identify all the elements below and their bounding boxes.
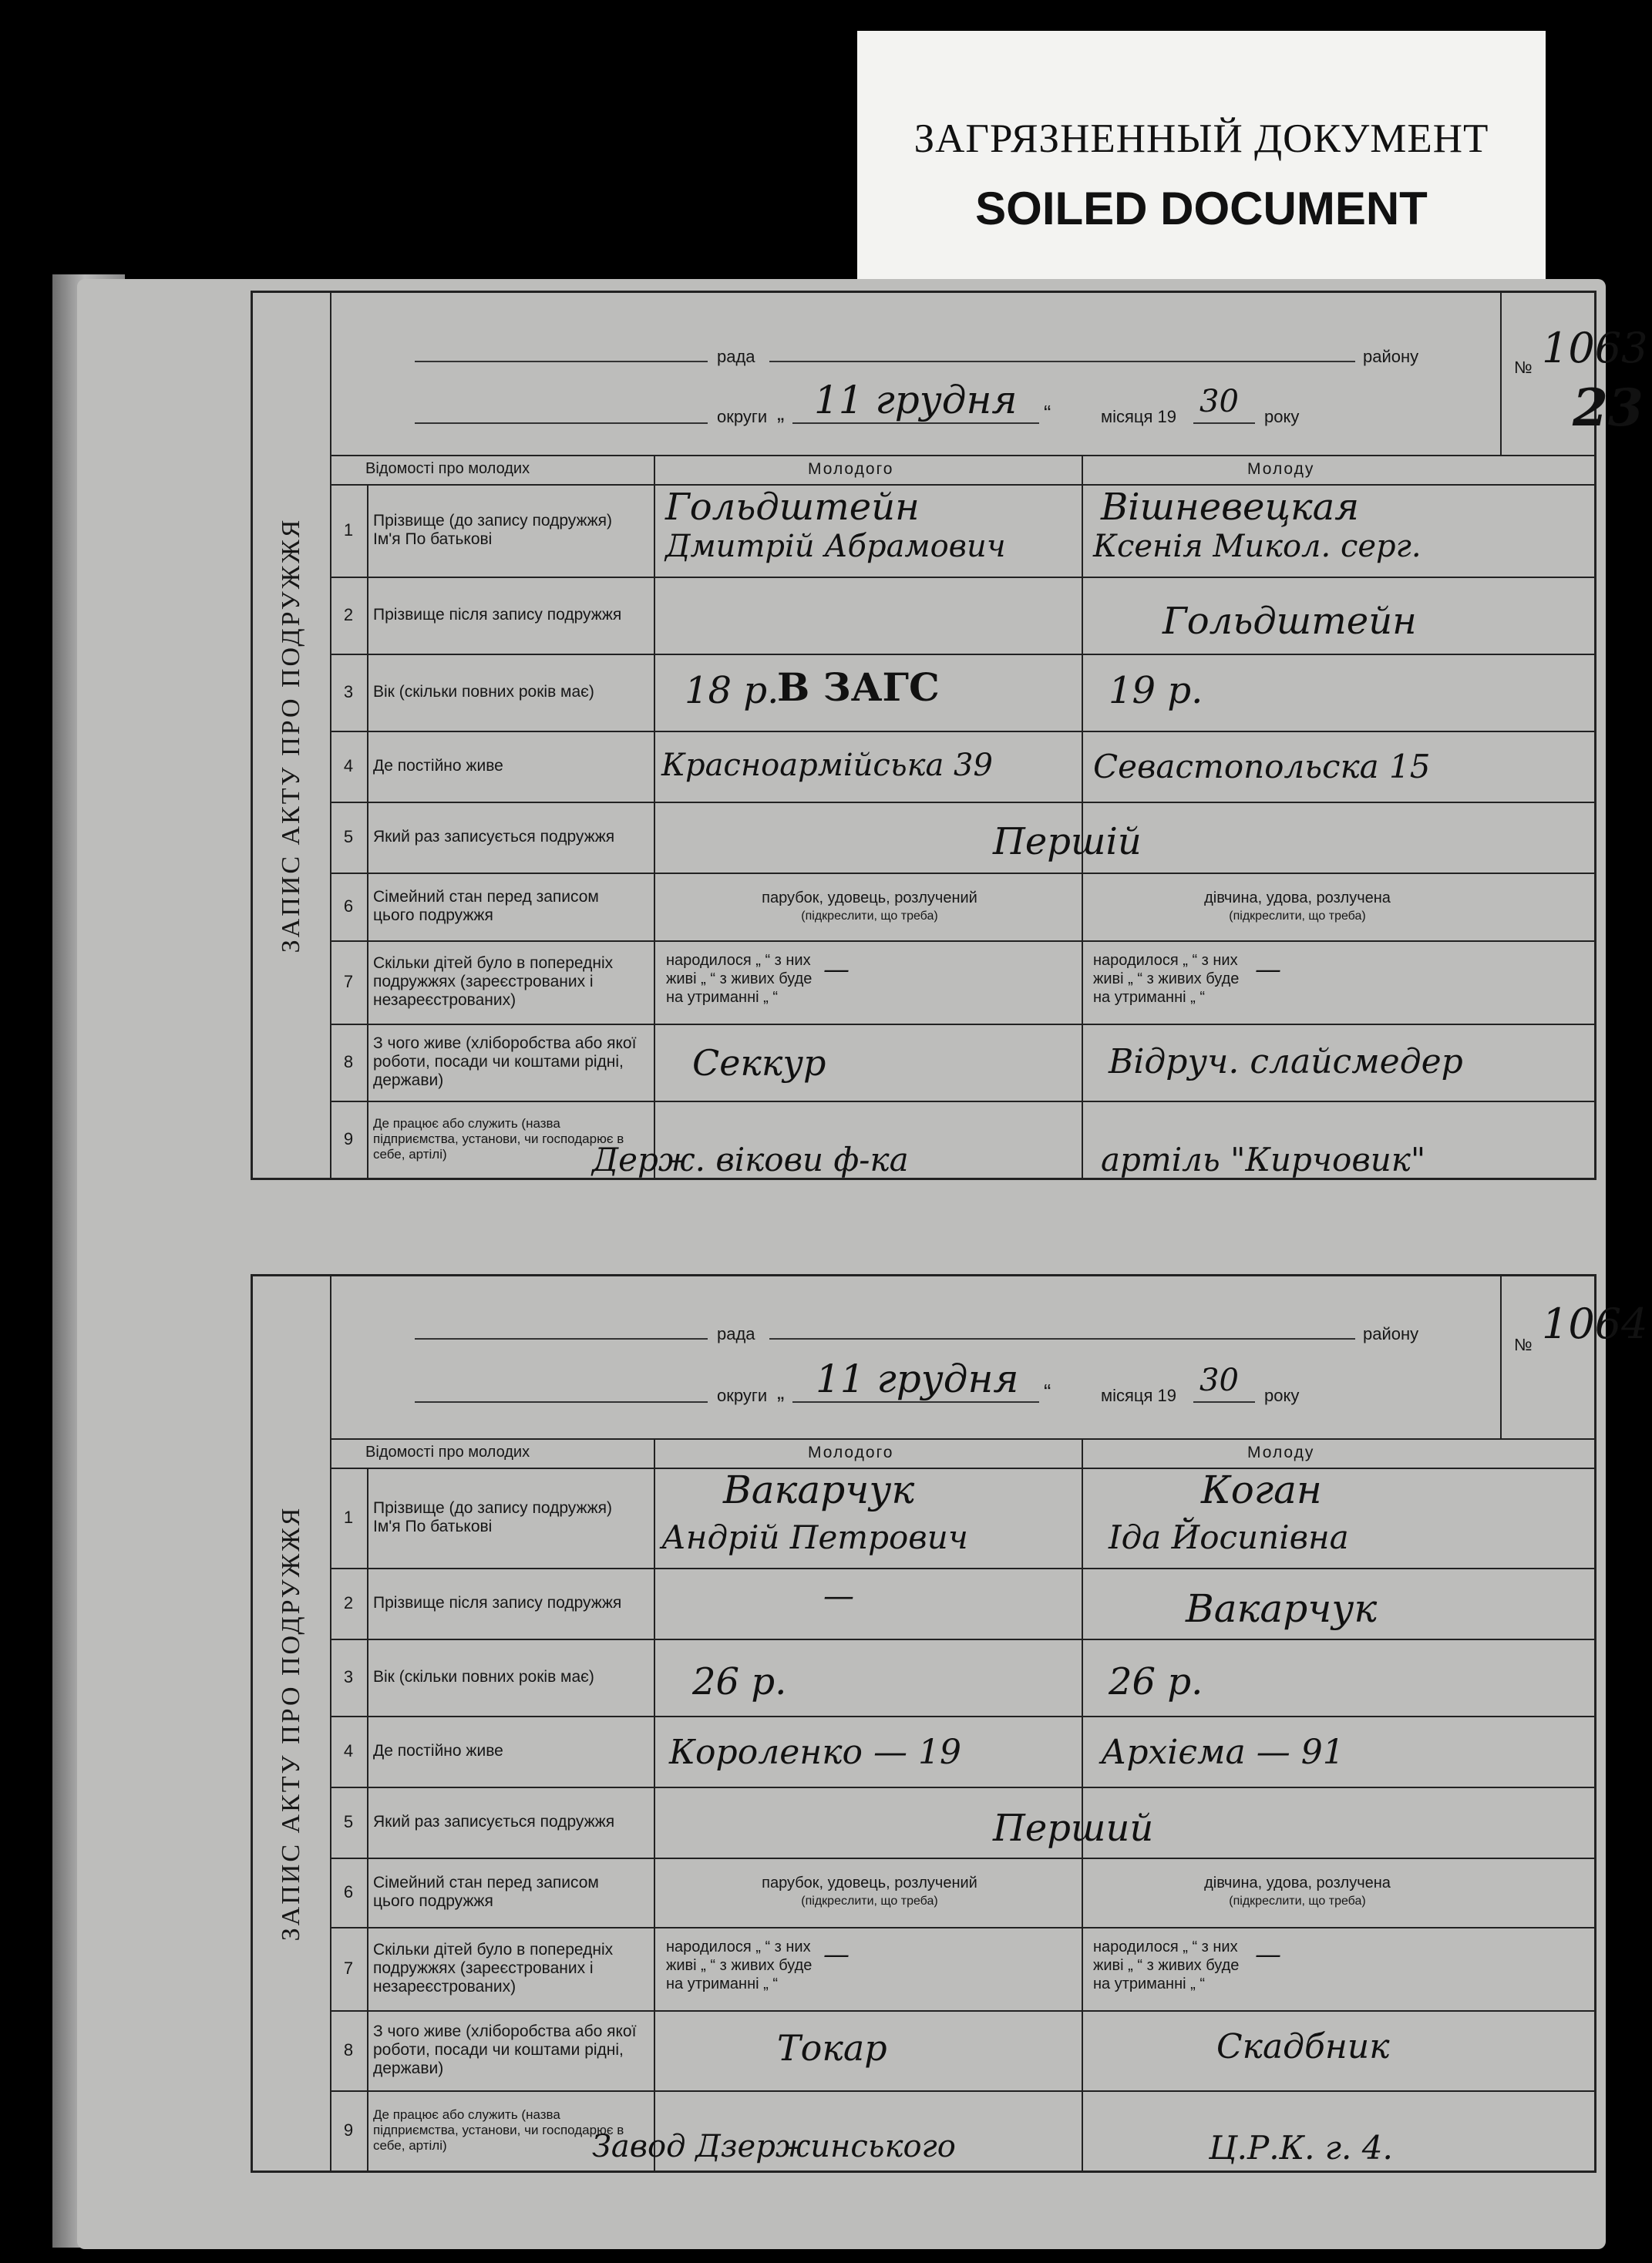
- bride-residence: Севастопольска 15: [1093, 748, 1431, 785]
- record-2-date: 11 грудня: [816, 1357, 1019, 1401]
- bride-surname-after: Гольдштейн: [1162, 600, 1417, 643]
- record-1-date: 11 грудня: [814, 378, 1018, 422]
- row-residence: 4 Де постійно живе Короленко — 19 Архієма — 91: [330, 1716, 1594, 1788]
- row-times-married: 5 Який раз записується подружжя Перший: [330, 1787, 1594, 1859]
- bride-surname: Вішневецкая: [1101, 486, 1360, 529]
- row-name: 1 Прізвище (до запису подружжя) Ім'я По батькові Гольдштейн Дмитрій Абрамович Вішневецкая Ксенія Микол. серг.: [330, 484, 1594, 578]
- bride-occupation: Скадбник: [1216, 2027, 1390, 2066]
- zags-stamp: В ЗАГС: [777, 664, 940, 710]
- label-russian: ЗАГРЯЗНЕННЫЙ ДОКУМЕНТ: [913, 116, 1489, 161]
- groom-age: 18 р.: [685, 669, 779, 712]
- groom-occupation: Секкур: [692, 1042, 826, 1084]
- row-surname-after: 2 Прізвище після запису подружжя Гольдштейн: [330, 577, 1594, 655]
- record-header: рада району округи „ 11 грудня “ місяця 19 30 року № 1063 23: [330, 293, 1594, 456]
- times-married: Перший: [993, 1807, 1154, 1850]
- bride-workplace: Ц.Р.К. г. 4.: [1209, 2129, 1393, 2167]
- bride-workplace: артіль "Кирчовик": [1101, 1141, 1426, 1179]
- column-header-row: Відомості про молодих Молодого Молоду: [330, 455, 1594, 486]
- record-2-year: 30: [1199, 1363, 1239, 1398]
- row-occupation: 8 З чого живе (хліборобства або якої роботи, посади чи коштами рідні, держави) Секкур Відруч. слайсмедер: [330, 1024, 1594, 1102]
- bride-residence: Архієма — 91: [1101, 1733, 1344, 1772]
- soiled-document-label: [857, 31, 1546, 282]
- record-header: рада району округи „ 11 грудня “ місяця 19 30 року № 1064: [330, 1276, 1594, 1440]
- bride-occupation: Відруч. слайсмедер: [1109, 1042, 1463, 1081]
- groom-age: 26 р.: [692, 1660, 787, 1703]
- column-header-row: Відомості про молодих Молодого Молоду: [330, 1438, 1594, 1469]
- record-1-year: 30: [1199, 384, 1239, 419]
- row-age: 3 Вік (скільки повних років має) 18 р. В ЗАГС 19 р.: [330, 654, 1594, 732]
- row-children: 7 Скільки дітей було в попередніх подружжях (зареєстрованих і незареєстрованих) народилося „ “ з них живі „ “ з живих буде на утриманні „ “ — народилося „ “ з них живі „ “ з живих буде на утриманні „ “ —: [330, 940, 1594, 1025]
- groom-workplace: Держ. вікови ф-ка: [592, 1141, 909, 1179]
- label-english: SOILED DOCUMENT: [975, 183, 1428, 234]
- marriage-record-2: [251, 1274, 1648, 2173]
- row-surname-after: 2 Прізвище після запису подружжя — Вакарчук: [330, 1568, 1594, 1640]
- groom-given-name: Дмитрій Абрамович: [665, 529, 1006, 564]
- record-side-title: ЗАПИС АКТУ ПРО ПОДРУЖЖЯ: [253, 1276, 331, 2171]
- bride-age: 26 р.: [1109, 1660, 1203, 1703]
- bride-age: 19 р.: [1109, 669, 1203, 712]
- row-children: 7 Скільки дітей було в попередніх подружжях (зареєстрованих і незареєстрованих) народилося „ “ з них живі „ “ з живих буде на утриманні „ “ — народилося „ “ з них живі „ “ з живих буде на утриманні „ “ —: [330, 1927, 1594, 2012]
- row-workplace: 9 Де працює або служить (назва підприємства, установи, чи господарює в себе, артілі) Завод Дзержинського Ц.Р.К. г. 4.: [330, 2090, 1594, 2171]
- record-1-number: 1063: [1542, 324, 1648, 372]
- groom-residence: Короленко — 19: [669, 1733, 961, 1772]
- bride-surname-after: Вакарчук: [1186, 1586, 1378, 1631]
- groom-given-name: Андрій Петрович: [661, 1518, 968, 1556]
- times-married: Першій: [993, 820, 1142, 863]
- row-times-married: 5 Який раз записується подружжя Першій: [330, 802, 1594, 874]
- sheet-mark: 23: [1573, 378, 1644, 438]
- bride-given-name: Іда Йосипівна: [1109, 1518, 1349, 1556]
- row-workplace: 9 Де працює або служить (назва підприємства, установи, чи господарює в себе, артілі) Держ. вікови ф-ка артіль "Кирчовик": [330, 1101, 1594, 1178]
- groom-workplace: Завод Дзержинського: [592, 2129, 956, 2164]
- bride-surname: Коган: [1201, 1468, 1322, 1512]
- row-marital-status: 6 Сімейний стан перед записом цього подружжя парубок, удовець, розлучений (підкреслити, що треба) дівчина, удова, розлучена (підкреслити, що треба): [330, 1858, 1594, 1928]
- record-side-title: ЗАПИС АКТУ ПРО ПОДРУЖЖЯ: [253, 293, 331, 1178]
- groom-surname: Гольдштейн: [665, 486, 920, 529]
- row-name: 1 Прізвище (до запису подружжя) Ім'я По батькові Вакарчук Андрій Петрович Коган Іда Йосипівна: [330, 1468, 1594, 1569]
- bride-given-name: Ксенія Микол. серг.: [1093, 529, 1422, 564]
- row-residence: 4 Де постійно живе Красноармійська 39 Севастопольска 15: [330, 731, 1594, 803]
- row-marital-status: 6 Сімейний стан перед записом цього подружжя парубок, удовець, розлучений (підкреслити, що треба) дівчина, удова, розлучена (підкреслити, що треба): [330, 873, 1594, 942]
- groom-surname: Вакарчук: [723, 1468, 915, 1512]
- row-age: 3 Вік (скільки повних років має) 26 р. 26 р.: [330, 1639, 1594, 1717]
- record-2-number: 1064: [1542, 1300, 1648, 1348]
- marriage-record-1: [251, 291, 1648, 1180]
- groom-residence: Красноармійська 39: [661, 748, 993, 783]
- groom-occupation: Токар: [777, 2027, 887, 2069]
- row-occupation: 8 З чого живе (хліборобства або якої роботи, посади чи коштами рідні, держави) Токар Скадбник: [330, 2010, 1594, 2092]
